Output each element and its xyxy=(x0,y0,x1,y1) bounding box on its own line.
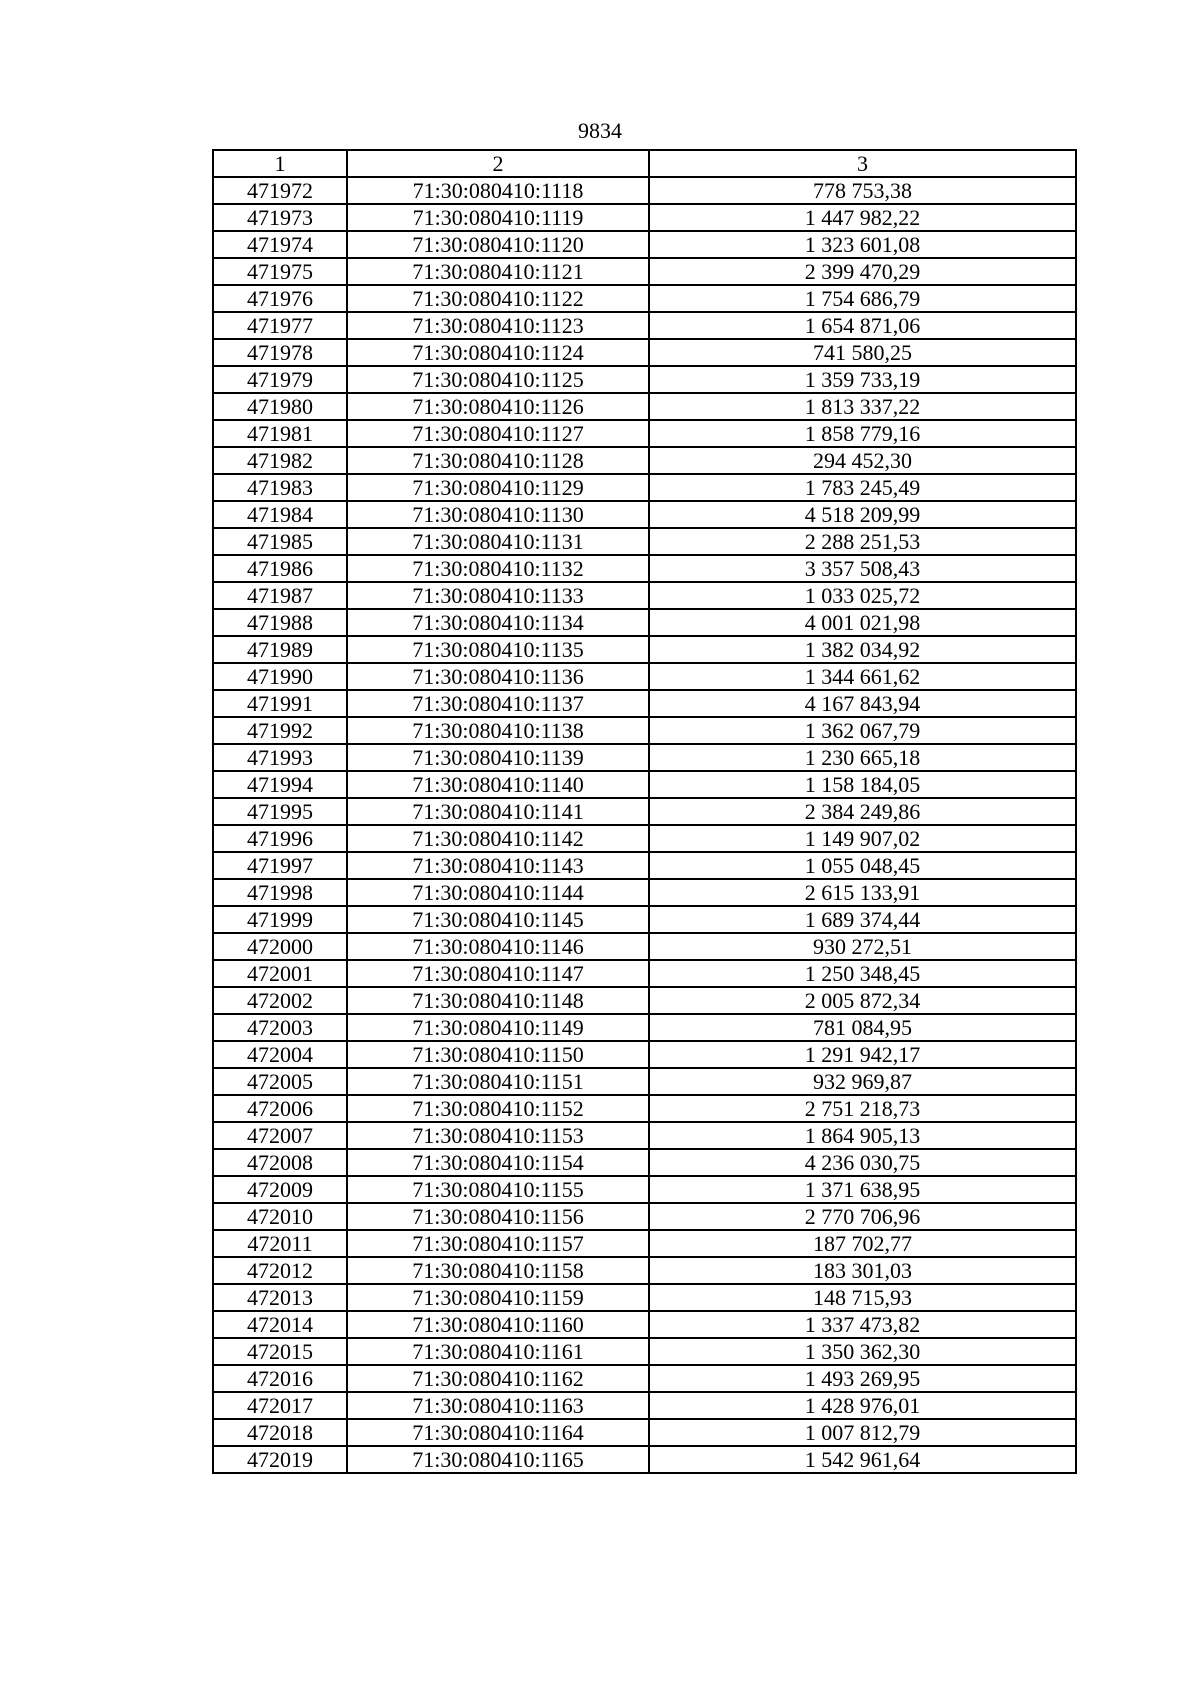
value-cell: 1 371 638,95 xyxy=(649,1176,1076,1203)
cadastral-number-cell: 71:30:080410:1142 xyxy=(347,825,649,852)
table-header xyxy=(213,150,1076,177)
row-number-cell: 472011 xyxy=(213,1230,347,1257)
table-row xyxy=(213,285,1076,312)
cadastral-number-cell: 71:30:080410:1151 xyxy=(347,1068,649,1095)
table-row xyxy=(213,987,1076,1014)
cadastral-number-cell: 71:30:080410:1124 xyxy=(347,339,649,366)
table-row xyxy=(213,1230,1076,1257)
value-cell: 187 702,77 xyxy=(649,1230,1076,1257)
cadastral-number-cell: 71:30:080410:1152 xyxy=(347,1095,649,1122)
table-row xyxy=(213,177,1076,204)
row-number-cell: 472002 xyxy=(213,987,347,1014)
table-row xyxy=(213,528,1076,555)
row-number-cell: 471977 xyxy=(213,312,347,339)
row-number-cell: 472006 xyxy=(213,1095,347,1122)
value-cell: 1 337 473,82 xyxy=(649,1311,1076,1338)
table-row xyxy=(213,906,1076,933)
table-row xyxy=(213,1149,1076,1176)
row-number-cell: 471995 xyxy=(213,798,347,825)
table-row xyxy=(213,1068,1076,1095)
value-cell: 1 362 067,79 xyxy=(649,717,1076,744)
cadastral-number-cell: 71:30:080410:1119 xyxy=(347,204,649,231)
value-cell: 1 813 337,22 xyxy=(649,393,1076,420)
row-number-cell: 471992 xyxy=(213,717,347,744)
value-cell: 4 236 030,75 xyxy=(649,1149,1076,1176)
row-number-cell: 471984 xyxy=(213,501,347,528)
row-number-cell: 471972 xyxy=(213,177,347,204)
row-number-cell: 471989 xyxy=(213,636,347,663)
header-row xyxy=(213,150,1076,177)
cadastral-number-cell: 71:30:080410:1161 xyxy=(347,1338,649,1365)
value-cell: 4 518 209,99 xyxy=(649,501,1076,528)
table-row xyxy=(213,258,1076,285)
row-number-cell: 471973 xyxy=(213,204,347,231)
cadastral-number-cell: 71:30:080410:1129 xyxy=(347,474,649,501)
cadastral-number-cell: 71:30:080410:1160 xyxy=(347,1311,649,1338)
cadastral-number-cell: 71:30:080410:1139 xyxy=(347,744,649,771)
cadastral-number-cell: 71:30:080410:1126 xyxy=(347,393,649,420)
cadastral-number-cell: 71:30:080410:1163 xyxy=(347,1392,649,1419)
value-cell: 2 288 251,53 xyxy=(649,528,1076,555)
table-row xyxy=(213,690,1076,717)
value-cell: 1 542 961,64 xyxy=(649,1446,1076,1473)
row-number-cell: 471978 xyxy=(213,339,347,366)
cadastral-number-cell: 71:30:080410:1135 xyxy=(347,636,649,663)
value-cell: 932 969,87 xyxy=(649,1068,1076,1095)
cadastral-number-cell: 71:30:080410:1122 xyxy=(347,285,649,312)
row-number-cell: 471976 xyxy=(213,285,347,312)
table-row xyxy=(213,1014,1076,1041)
value-cell: 1 158 184,05 xyxy=(649,771,1076,798)
row-number-cell: 471999 xyxy=(213,906,347,933)
row-number-cell: 471994 xyxy=(213,771,347,798)
table-row xyxy=(213,1095,1076,1122)
row-number-cell: 471988 xyxy=(213,609,347,636)
table-row xyxy=(213,1257,1076,1284)
table-row xyxy=(213,717,1076,744)
table-row xyxy=(213,1446,1076,1473)
value-cell: 1 428 976,01 xyxy=(649,1392,1076,1419)
value-cell: 1 654 871,06 xyxy=(649,312,1076,339)
cadastral-number-cell: 71:30:080410:1132 xyxy=(347,555,649,582)
value-cell: 2 005 872,34 xyxy=(649,987,1076,1014)
cadastral-number-cell: 71:30:080410:1153 xyxy=(347,1122,649,1149)
value-cell: 1 291 942,17 xyxy=(649,1041,1076,1068)
row-number-cell: 471996 xyxy=(213,825,347,852)
cadastral-number-cell: 71:30:080410:1137 xyxy=(347,690,649,717)
value-cell: 1 149 907,02 xyxy=(649,825,1076,852)
row-number-cell: 471982 xyxy=(213,447,347,474)
table-row xyxy=(213,339,1076,366)
table-row xyxy=(213,933,1076,960)
cadastral-number-cell: 71:30:080410:1123 xyxy=(347,312,649,339)
row-number-cell: 471990 xyxy=(213,663,347,690)
cadastral-number-cell: 71:30:080410:1120 xyxy=(347,231,649,258)
table-row xyxy=(213,312,1076,339)
cadastral-number-cell: 71:30:080410:1127 xyxy=(347,420,649,447)
table-row xyxy=(213,1338,1076,1365)
cadastral-number-cell: 71:30:080410:1118 xyxy=(347,177,649,204)
cadastral-number-cell: 71:30:080410:1146 xyxy=(347,933,649,960)
cadastral-number-cell: 71:30:080410:1147 xyxy=(347,960,649,987)
row-number-cell: 472004 xyxy=(213,1041,347,1068)
cadastral-number-cell: 71:30:080410:1157 xyxy=(347,1230,649,1257)
row-number-cell: 472003 xyxy=(213,1014,347,1041)
value-cell: 1 230 665,18 xyxy=(649,744,1076,771)
value-cell: 1 858 779,16 xyxy=(649,420,1076,447)
cadastral-number-cell: 71:30:080410:1145 xyxy=(347,906,649,933)
row-number-cell: 472016 xyxy=(213,1365,347,1392)
table-row xyxy=(213,1392,1076,1419)
table-row xyxy=(213,771,1076,798)
cadastral-number-cell: 71:30:080410:1125 xyxy=(347,366,649,393)
value-cell: 1 250 348,45 xyxy=(649,960,1076,987)
column-header-2: 2 xyxy=(347,150,649,177)
row-number-cell: 472019 xyxy=(213,1446,347,1473)
table-row xyxy=(213,582,1076,609)
row-number-cell: 472015 xyxy=(213,1338,347,1365)
row-number-cell: 471987 xyxy=(213,582,347,609)
table-body xyxy=(213,177,1076,1473)
table-row xyxy=(213,852,1076,879)
table-row xyxy=(213,393,1076,420)
cadastral-number-cell: 71:30:080410:1159 xyxy=(347,1284,649,1311)
row-number-cell: 472010 xyxy=(213,1203,347,1230)
value-cell: 294 452,30 xyxy=(649,447,1076,474)
value-cell: 1 783 245,49 xyxy=(649,474,1076,501)
table-row xyxy=(213,636,1076,663)
value-cell: 2 751 218,73 xyxy=(649,1095,1076,1122)
table-row xyxy=(213,609,1076,636)
row-number-cell: 471993 xyxy=(213,744,347,771)
value-cell: 1 493 269,95 xyxy=(649,1365,1076,1392)
value-cell: 3 357 508,43 xyxy=(649,555,1076,582)
table-row xyxy=(213,1365,1076,1392)
table-row xyxy=(213,474,1076,501)
cadastral-number-cell: 71:30:080410:1141 xyxy=(347,798,649,825)
table-row xyxy=(213,1284,1076,1311)
table-row xyxy=(213,1203,1076,1230)
value-cell: 1 382 034,92 xyxy=(649,636,1076,663)
cadastral-number-cell: 71:30:080410:1150 xyxy=(347,1041,649,1068)
row-number-cell: 472018 xyxy=(213,1419,347,1446)
value-cell: 741 580,25 xyxy=(649,339,1076,366)
cadastral-number-cell: 71:30:080410:1143 xyxy=(347,852,649,879)
row-number-cell: 472009 xyxy=(213,1176,347,1203)
row-number-cell: 471991 xyxy=(213,690,347,717)
cadastral-number-cell: 71:30:080410:1162 xyxy=(347,1365,649,1392)
value-cell: 1 055 048,45 xyxy=(649,852,1076,879)
row-number-cell: 471983 xyxy=(213,474,347,501)
cadastral-number-cell: 71:30:080410:1130 xyxy=(347,501,649,528)
table-row xyxy=(213,420,1076,447)
row-number-cell: 471975 xyxy=(213,258,347,285)
table-row xyxy=(213,825,1076,852)
table-row xyxy=(213,204,1076,231)
table-row xyxy=(213,663,1076,690)
table-row xyxy=(213,1419,1076,1446)
cadastral-number-cell: 71:30:080410:1158 xyxy=(347,1257,649,1284)
value-cell: 183 301,03 xyxy=(649,1257,1076,1284)
table-row xyxy=(213,366,1076,393)
table-row xyxy=(213,1041,1076,1068)
cadastral-number-cell: 71:30:080410:1154 xyxy=(347,1149,649,1176)
table-row xyxy=(213,798,1076,825)
value-cell: 2 399 470,29 xyxy=(649,258,1076,285)
row-number-cell: 471998 xyxy=(213,879,347,906)
value-cell: 1 864 905,13 xyxy=(649,1122,1076,1149)
value-cell: 1 344 661,62 xyxy=(649,663,1076,690)
row-number-cell: 471997 xyxy=(213,852,347,879)
table-row xyxy=(213,1122,1076,1149)
row-number-cell: 471979 xyxy=(213,366,347,393)
cadastral-number-cell: 71:30:080410:1149 xyxy=(347,1014,649,1041)
table-row xyxy=(213,447,1076,474)
row-number-cell: 472012 xyxy=(213,1257,347,1284)
cadastral-number-cell: 71:30:080410:1140 xyxy=(347,771,649,798)
cadastral-number-cell: 71:30:080410:1121 xyxy=(347,258,649,285)
cadastral-number-cell: 71:30:080410:1144 xyxy=(347,879,649,906)
cadastral-number-cell: 71:30:080410:1165 xyxy=(347,1446,649,1473)
row-number-cell: 472005 xyxy=(213,1068,347,1095)
row-number-cell: 471986 xyxy=(213,555,347,582)
value-cell: 1 033 025,72 xyxy=(649,582,1076,609)
table-row xyxy=(213,231,1076,258)
table-row xyxy=(213,555,1076,582)
row-number-cell: 471981 xyxy=(213,420,347,447)
column-header-1: 1 xyxy=(213,150,347,177)
cadastral-number-cell: 71:30:080410:1136 xyxy=(347,663,649,690)
table-row xyxy=(213,1176,1076,1203)
cadastral-number-cell: 71:30:080410:1148 xyxy=(347,987,649,1014)
row-number-cell: 471985 xyxy=(213,528,347,555)
cadastral-number-cell: 71:30:080410:1131 xyxy=(347,528,649,555)
value-cell: 1 754 686,79 xyxy=(649,285,1076,312)
value-cell: 1 323 601,08 xyxy=(649,231,1076,258)
table-row xyxy=(213,1311,1076,1338)
value-cell: 4 167 843,94 xyxy=(649,690,1076,717)
cadastral-number-cell: 71:30:080410:1156 xyxy=(347,1203,649,1230)
cadastral-number-cell: 71:30:080410:1134 xyxy=(347,609,649,636)
row-number-cell: 472001 xyxy=(213,960,347,987)
row-number-cell: 471974 xyxy=(213,231,347,258)
row-number-cell: 472000 xyxy=(213,933,347,960)
value-cell: 4 001 021,98 xyxy=(649,609,1076,636)
value-cell: 1 007 812,79 xyxy=(649,1419,1076,1446)
table-row xyxy=(213,744,1076,771)
value-cell: 781 084,95 xyxy=(649,1014,1076,1041)
row-number-cell: 472014 xyxy=(213,1311,347,1338)
value-cell: 2 770 706,96 xyxy=(649,1203,1076,1230)
cadastral-number-cell: 71:30:080410:1138 xyxy=(347,717,649,744)
table-row xyxy=(213,960,1076,987)
value-cell: 778 753,38 xyxy=(649,177,1076,204)
row-number-cell: 472013 xyxy=(213,1284,347,1311)
row-number-cell: 471980 xyxy=(213,393,347,420)
table-row xyxy=(213,501,1076,528)
cadastral-number-cell: 71:30:080410:1164 xyxy=(347,1419,649,1446)
value-cell: 2 615 133,91 xyxy=(649,879,1076,906)
value-cell: 930 272,51 xyxy=(649,933,1076,960)
value-cell: 1 350 362,30 xyxy=(649,1338,1076,1365)
cadastral-number-cell: 71:30:080410:1128 xyxy=(347,447,649,474)
data-table xyxy=(212,149,1077,1474)
value-cell: 1 359 733,19 xyxy=(649,366,1076,393)
value-cell: 1 689 374,44 xyxy=(649,906,1076,933)
row-number-cell: 472017 xyxy=(213,1392,347,1419)
value-cell: 148 715,93 xyxy=(649,1284,1076,1311)
page-number: 9834 xyxy=(578,118,622,143)
row-number-cell: 472008 xyxy=(213,1149,347,1176)
value-cell: 2 384 249,86 xyxy=(649,798,1076,825)
cadastral-number-cell: 71:30:080410:1155 xyxy=(347,1176,649,1203)
table-row xyxy=(213,879,1076,906)
cadastral-number-cell: 71:30:080410:1133 xyxy=(347,582,649,609)
value-cell: 1 447 982,22 xyxy=(649,204,1076,231)
column-header-3: 3 xyxy=(649,150,1076,177)
row-number-cell: 472007 xyxy=(213,1122,347,1149)
